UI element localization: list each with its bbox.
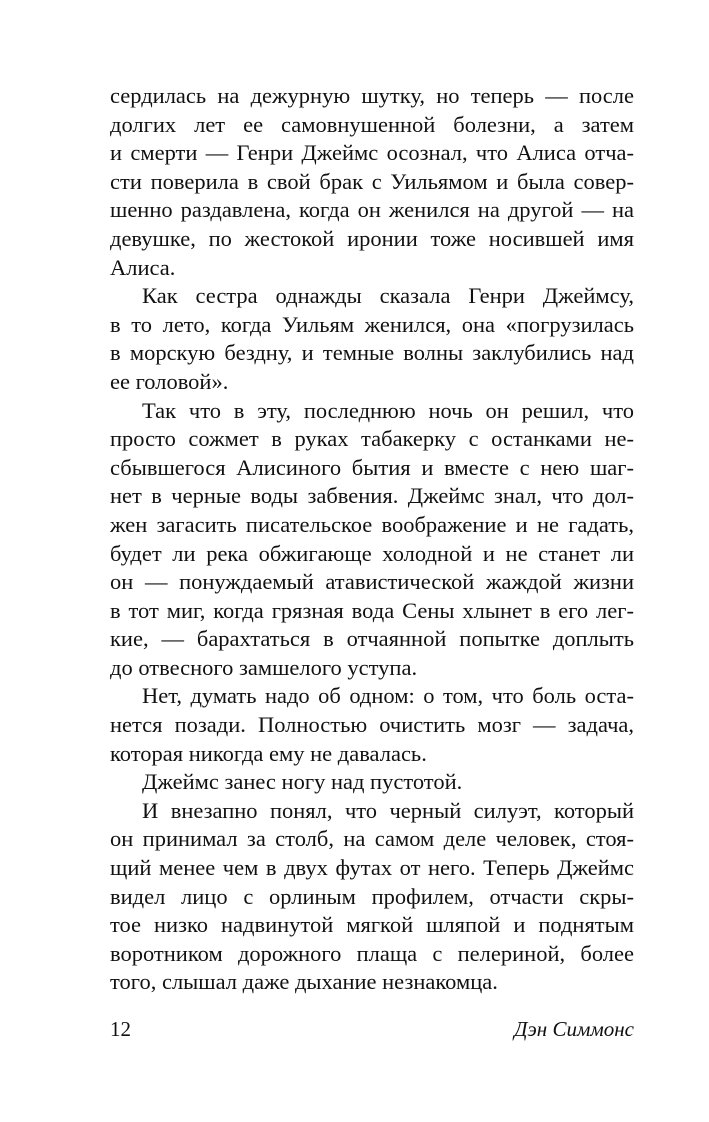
text-line: до отвесного замшелого уступа.: [110, 654, 418, 680]
text-line: Так что в эту, последнюю ночь он решил, что: [142, 397, 634, 423]
book-page-text: [110, 82, 634, 997]
text-line: воротником дорожного плаща с пелериной, более: [110, 940, 634, 966]
text-line: в морскую бездну, и темные волны заклубились над: [110, 340, 634, 366]
text-line: того, слышал даже дыхание незнакомца.: [110, 969, 498, 995]
text-line: кие, — барахтаться в отчаянной попытке доплыть: [110, 626, 634, 652]
running-author: Дэн Симмонс: [514, 1017, 634, 1041]
text-line: тое низко надвинутой мягкой шляпой и поднятым: [110, 912, 634, 938]
text-line: щий менее чем в двух футах от него. Теперь Джеймс: [110, 855, 634, 881]
text-line: нется позади. Полностью очистить мозг — задача,: [110, 712, 634, 738]
text-line: которая никогда ему не давалась.: [110, 740, 427, 766]
text-line: и смерти — Генри Джеймс осознал, что Алиса отча-: [110, 140, 634, 166]
text-line: нет в черные воды забвения. Джеймс знал, что дол-: [110, 483, 634, 509]
text-line: Нет, думать надо об одном: о том, что боль оста-: [142, 683, 634, 709]
text-line: сбывшегося Алисиного бытия и вместе с нею шаг-: [110, 454, 634, 480]
page-number: 12: [110, 1017, 131, 1041]
text-line: сердилась на дежурную шутку, но теперь — после: [110, 83, 634, 108]
text-line: он принимал за столб, на самом деле человек, стоя-: [110, 826, 634, 852]
text-line: видел лицо с орлиным профилем, отчасти скры-: [110, 883, 634, 909]
text-line: будет ли река обжигающе холодной и не станет ли: [110, 540, 634, 566]
text-line: девушке, по жестокой иронии тоже носившей имя: [110, 225, 634, 251]
text-line: И внезапно понял, что черный силуэт, который: [142, 797, 634, 823]
text-line: просто сожмет в руках табакерку с останками не-: [110, 426, 634, 452]
text-line: долгих лет ее самовнушенной болезни, а затем: [110, 111, 634, 137]
text-line: сти поверила в свой брак с Уильямом и была совер-: [110, 168, 634, 194]
text-line: в тот миг, когда грязная вода Сены хлынет в его лег-: [110, 597, 634, 623]
page-footer: [110, 1015, 634, 1043]
text-line: в то лето, когда Уильям женился, она «погрузилась: [110, 311, 634, 337]
text-line: он — понуждаемый атавистической жаждой жизни: [110, 569, 634, 595]
text-line: ее головой».: [110, 368, 229, 394]
text-line: Алиса.: [110, 254, 176, 280]
text-line: шенно раздавлена, когда он женился на другой — на: [110, 197, 634, 223]
text-line: Как сестра однажды сказала Генри Джеймсу,: [142, 283, 634, 309]
text-line: Джеймс занес ногу над пустотой.: [142, 769, 463, 795]
text-line: жен загасить писательское воображение и не гадать,: [110, 511, 634, 537]
